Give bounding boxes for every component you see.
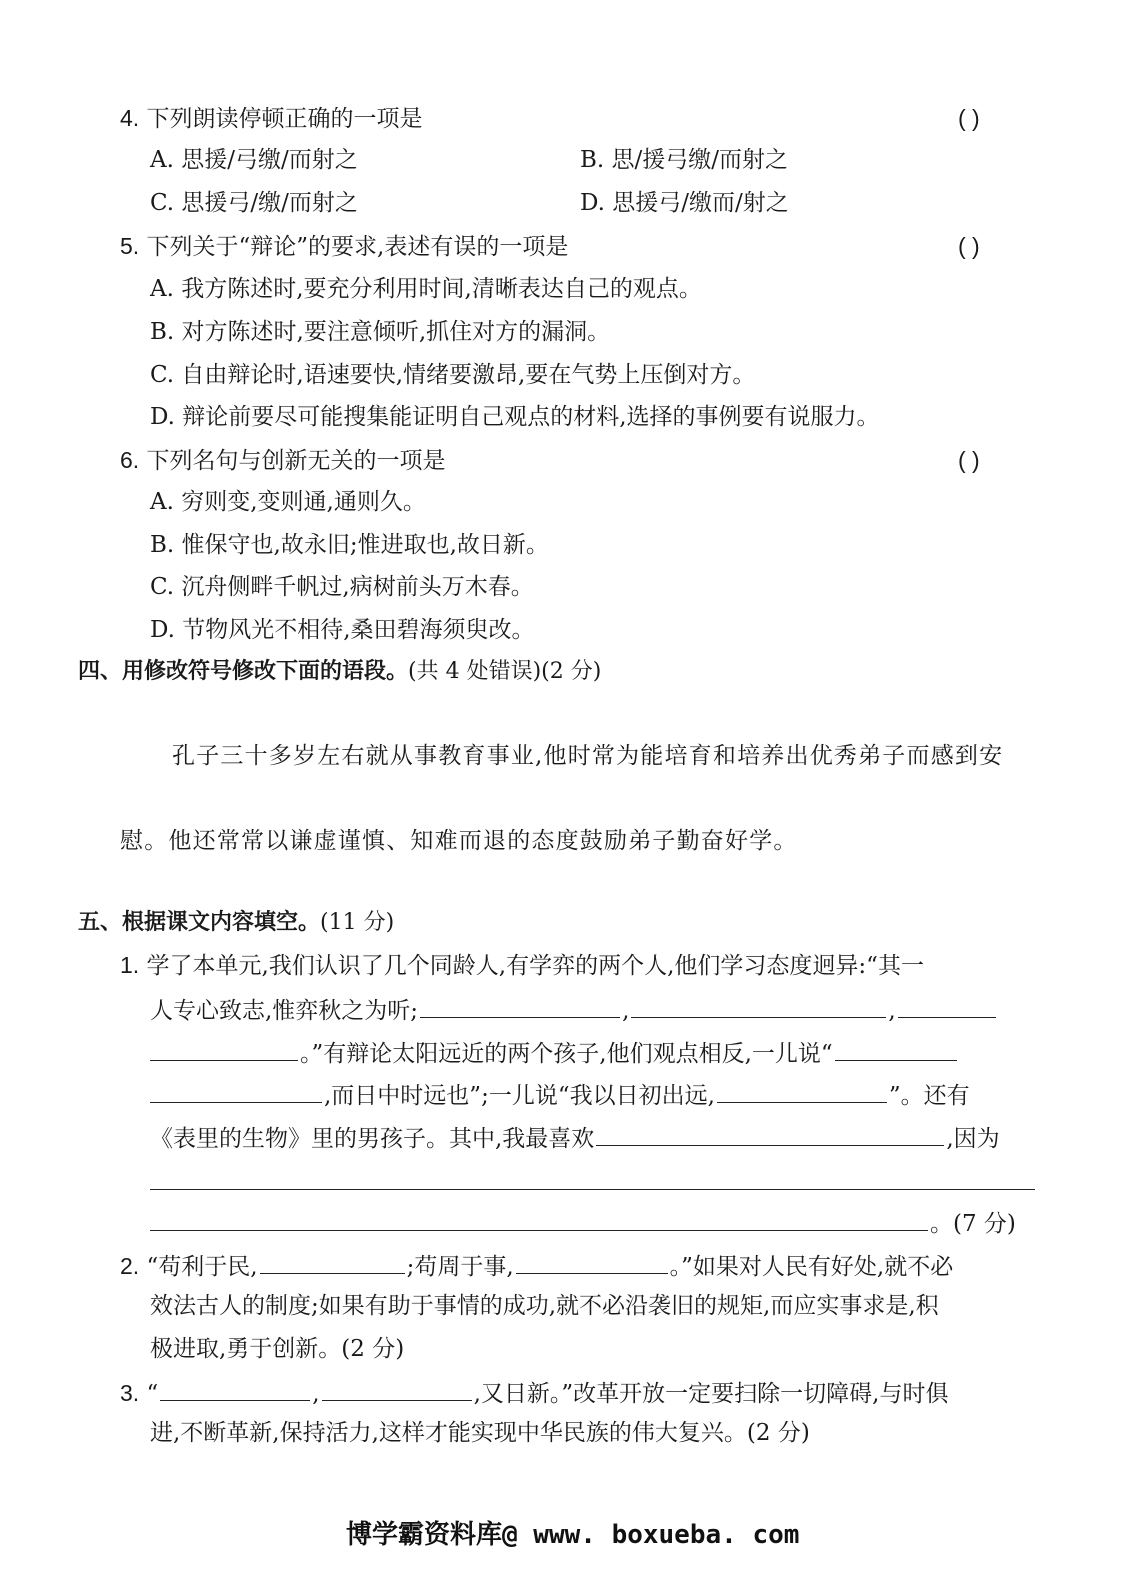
s5-q1-line-5 bbox=[150, 1121, 1000, 1154]
s5-q3-line-1 bbox=[120, 1376, 948, 1409]
fill-blank[interactable] bbox=[596, 1121, 944, 1146]
q4-stem-line bbox=[120, 103, 423, 134]
fill-blank[interactable] bbox=[150, 1036, 298, 1061]
s5-q3-text-1b: , bbox=[312, 1381, 320, 1407]
q4-option-b: B. 思/援弓缴/而射之 bbox=[580, 147, 789, 173]
s5-q1-text-2b: , bbox=[622, 998, 630, 1024]
section-4-paragraph-line-1: 孔子三十多岁左右就从事教育事业,他时常为能培育和培养出优秀弟子而感到安 bbox=[172, 743, 1004, 769]
q4-option-c: C. 思援弓/缴/而射之 bbox=[150, 190, 358, 216]
s5-q2-text-1b: ;苟周于事, bbox=[406, 1254, 514, 1280]
section-4-paragraph-line-2: 慰。他还常常以谦虚谨慎、知难而退的态度鼓励弟子勤奋好学。 bbox=[120, 828, 798, 854]
q5-stem: 下列关于“辩论”的要求,表述有误的一项是 bbox=[146, 234, 569, 260]
q6-stem-line bbox=[120, 445, 446, 476]
fill-blank[interactable] bbox=[717, 1078, 887, 1103]
fill-blank[interactable] bbox=[420, 993, 620, 1018]
q6-option-c: C. 沉舟侧畔千帆过,病树前头万木春。 bbox=[150, 574, 534, 600]
fill-blank[interactable] bbox=[150, 1078, 322, 1103]
q6-number: 6. bbox=[120, 447, 140, 473]
s5-q1-text-4a: ,而日中时远也”;一儿说“我以日初出远, bbox=[324, 1083, 715, 1109]
s5-q3-number: 3. bbox=[120, 1380, 140, 1406]
fill-blank-full-line[interactable] bbox=[150, 1189, 1035, 1190]
s5-q2-text-1c: 。”如果对人民有好处,就不必 bbox=[669, 1254, 954, 1280]
s5-q1-text-1: 学了本单元,我们认识了几个同龄人,有学弈的两个人,他们学习态度迥异:“其一 bbox=[146, 953, 924, 979]
watermark: 博学霸资料库@ www. boxueba. com bbox=[346, 1520, 800, 1550]
section-5-heading bbox=[78, 908, 394, 938]
q6-option-b: B. 惟保守也,故永旧;惟进取也,故日新。 bbox=[150, 532, 549, 558]
section-4-title: 四、用修改符号修改下面的语段。 bbox=[78, 659, 409, 684]
s5-q3-line-2: 进,不断革新,保持活力,这样才能实现中华民族的伟大复兴。(2 分) bbox=[150, 1420, 810, 1446]
s5-q1-line-7 bbox=[150, 1206, 1016, 1239]
q4-answer-parens: ( ) bbox=[958, 105, 980, 131]
fill-blank[interactable] bbox=[631, 993, 886, 1018]
q6-answer-parens: ( ) bbox=[958, 447, 980, 473]
q5-number: 5. bbox=[120, 233, 140, 259]
section-5-title: 五、根据课文内容填空。 bbox=[78, 910, 321, 935]
section-4-score: (共 4 处错误)(2 分) bbox=[408, 659, 602, 684]
s5-q1-text-7: 。(7 分) bbox=[930, 1211, 1016, 1237]
s5-q1-line-2 bbox=[150, 993, 998, 1026]
s5-q1-text-5a: 《表里的生物》里的男孩子。其中,我最喜欢 bbox=[150, 1126, 595, 1152]
q5-option-c: C. 自由辩论时,语速要快,情绪要激昂,要在气势上压倒对方。 bbox=[150, 362, 756, 388]
s5-q1-line-3 bbox=[150, 1036, 959, 1069]
s5-q1-text-5b: ,因为 bbox=[946, 1126, 1000, 1152]
q4-stem: 下列朗读停顿正确的一项是 bbox=[146, 106, 423, 132]
q5-stem-line bbox=[120, 231, 568, 262]
s5-q2-line-2: 效法古人的制度;如果有助于事情的成功,就不必沿袭旧的规矩,而应实事求是,积 bbox=[150, 1293, 939, 1319]
fill-blank[interactable] bbox=[322, 1376, 472, 1401]
q6-stem: 下列名句与创新无关的一项是 bbox=[146, 448, 446, 474]
section-4-heading bbox=[78, 657, 601, 687]
s5-q1-line-4 bbox=[150, 1078, 970, 1111]
s5-q3-text-1a: “ bbox=[146, 1381, 159, 1407]
s5-q1-line-1 bbox=[120, 950, 924, 981]
fill-blank[interactable] bbox=[835, 1036, 957, 1061]
q5-option-b: B. 对方陈述时,要注意倾听,抓住对方的漏洞。 bbox=[150, 319, 611, 345]
fill-blank[interactable] bbox=[898, 993, 996, 1018]
s5-q1-number: 1. bbox=[120, 952, 140, 978]
section-5-score: (11 分) bbox=[320, 910, 395, 935]
q5-option-d: D. 辩论前要尽可能搜集能证明自己观点的材料,选择的事例要有说服力。 bbox=[150, 404, 880, 430]
q4-number: 4. bbox=[120, 105, 140, 131]
q5-option-a: A. 我方陈述时,要充分利用时间,清晰表达自己的观点。 bbox=[150, 276, 702, 302]
s5-q2-line-1 bbox=[120, 1249, 953, 1282]
q4-option-d: D. 思援弓/缴而/射之 bbox=[580, 190, 789, 216]
s5-q1-text-4b: ”。还有 bbox=[888, 1083, 970, 1109]
fill-blank[interactable] bbox=[260, 1249, 405, 1274]
s5-q1-text-2c: , bbox=[888, 998, 896, 1024]
s5-q1-text-3a: 。”有辩论太阳远近的两个孩子,他们观点相反,一儿说“ bbox=[300, 1041, 833, 1067]
fill-blank[interactable] bbox=[150, 1206, 928, 1231]
q5-answer-parens: ( ) bbox=[958, 233, 980, 259]
fill-blank[interactable] bbox=[160, 1376, 310, 1401]
s5-q1-text-2a: 人专心致志,惟弈秋之为听; bbox=[150, 998, 419, 1024]
s5-q3-text-1c: ,又日新。”改革开放一定要扫除一切障碍,与时俱 bbox=[473, 1381, 949, 1407]
q6-option-d: D. 节物风光不相待,桑田碧海须臾改。 bbox=[150, 617, 535, 643]
fill-blank[interactable] bbox=[516, 1249, 668, 1274]
s5-q2-text-1a: “苟利于民, bbox=[146, 1254, 258, 1280]
q6-option-a: A. 穷则变,变则通,通则久。 bbox=[150, 489, 426, 515]
s5-q2-number: 2. bbox=[120, 1253, 140, 1279]
q4-option-a: A. 思援/弓缴/而射之 bbox=[150, 147, 358, 173]
s5-q2-line-3: 极进取,勇于创新。(2 分) bbox=[150, 1336, 405, 1362]
